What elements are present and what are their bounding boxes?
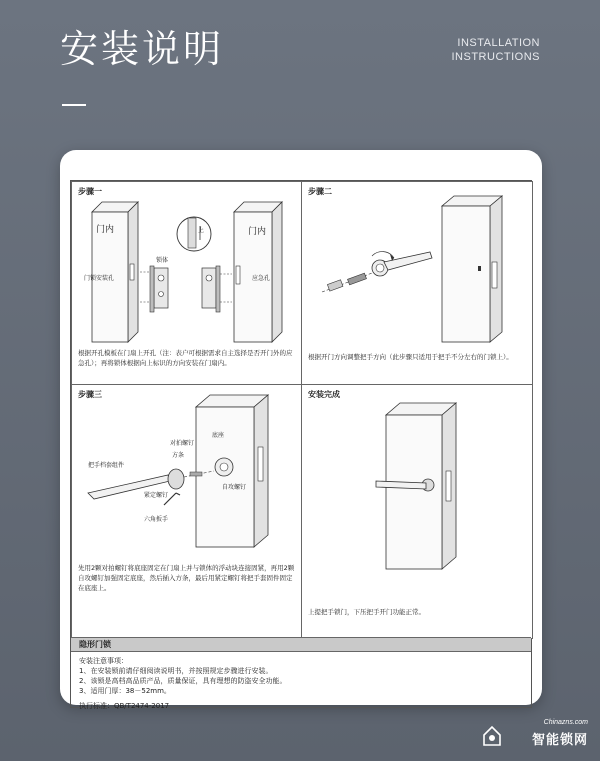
title-underline (62, 104, 86, 106)
watermark-logo-icon (482, 725, 502, 747)
label-door-inner-left: 门内 (96, 225, 115, 235)
label-arrow-up: 上 (198, 227, 205, 234)
watermark (482, 719, 590, 751)
notes-section (71, 637, 531, 710)
instruction-frame (70, 180, 532, 708)
watermark-site: Chinazns.com (543, 719, 588, 726)
page-subtitle (452, 36, 541, 64)
step-title-3: 步骤三 (78, 390, 102, 399)
label-hex-wrench: 六角扳手 (144, 516, 169, 523)
label-handle-fixture: 把手档套组件 (88, 462, 125, 469)
step-title-4: 安装完成 (308, 390, 340, 399)
label-emergency-hole: 应急孔 (252, 275, 271, 282)
notes-item-3: 3、适用门厚：38－52mm。 (79, 687, 171, 695)
step-title-1: 步骤一 (78, 187, 102, 196)
subtitle-line-2: INSTRUCTIONS (451, 51, 540, 63)
label-screw-pair: 对拍螺钉 (170, 440, 195, 447)
label-door-inner-right: 门内 (248, 227, 267, 237)
watermark-brand: 智能锁网 (531, 733, 588, 748)
step-panel-4 (301, 384, 533, 639)
label-lock-hole: 门锁安装孔 (84, 275, 115, 282)
subtitle-line-1: INSTALLATION (457, 37, 540, 49)
label-self-tap-screw: 自攻螺钉 (222, 484, 247, 491)
notes-heading: 安装注意事项： (79, 657, 128, 665)
step-panel-3 (71, 384, 303, 639)
notes-bar-title: 隐形门锁 (71, 637, 531, 652)
step-panel-1 (71, 181, 303, 386)
label-base: 底座 (212, 432, 225, 439)
step-description-3: 先用2颗对拍螺钉将底座固定在门扇上并与锁体的浮动块连接固紧，再用2颗自攻螺钉加强固定底座，然后插入方条，最后用紧定螺钉将把手套固件固定在底座上。 (78, 564, 295, 592)
step-title-2: 步骤二 (308, 187, 332, 196)
step-4-illustration (302, 385, 532, 638)
step-description-1: 根据开孔模板在门扇上开孔（注：表户可根据需求自主选择是否开门外的应急孔）；再将锁体根据向上标识的方向安装在门扇内。 (78, 349, 293, 367)
step-panel-2 (301, 181, 533, 386)
label-square-bar: 方条 (172, 452, 185, 459)
notes-item-2: 2、该锁是高档高品质产品，质量保证，具有理想的防盗安全功能。 (79, 677, 287, 685)
step-3-illustration (72, 385, 302, 638)
label-mortise: 锁体 (156, 257, 169, 264)
step-description-4: 上提把手锁门，下压把手开门功能正常。 (308, 608, 425, 616)
label-set-screw: 紧定螺钉 (144, 492, 169, 499)
instruction-card (60, 150, 542, 710)
page-title: 安装说明 (60, 27, 225, 71)
notes-item-1: 1、在安装锁前请仔细阅读说明书，并按照规定步骤进行安装。 (79, 667, 273, 675)
step-description-2: 根据开门方向调整把手方向（此步骤只适用于把手不分左右的门锁上）。 (308, 353, 513, 361)
notes-standard: 执行标准：QB/T2474-2017 (79, 702, 170, 710)
